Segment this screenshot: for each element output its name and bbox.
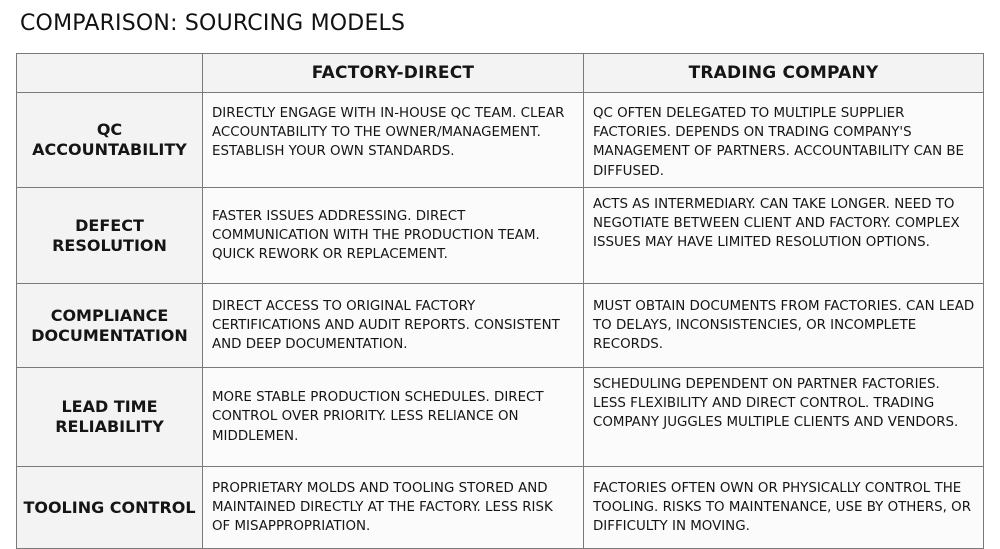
row-label-tooling-control: TOOLING CONTROL: [17, 467, 203, 549]
table-row: [17, 284, 984, 368]
row-label-defect-resolution: DEFECT RESOLUTION: [17, 188, 203, 284]
header-corner-cell: [17, 54, 203, 93]
row-label-lead-time-reliability: LEAD TIME RELIABILITY: [17, 368, 203, 467]
cell-text: DIRECTLY ENGAGE WITH IN-HOUSE QC TEAM. CLEAR ACCOUNTABILITY TO THE OWNER/MANAGEMENT. ESTABLISH YOUR OWN STANDARDS.: [212, 106, 565, 160]
cell-trading-company: [584, 188, 984, 284]
table-row: [17, 188, 984, 284]
row-label-qc-accountability: QC ACCOUNTABILITY: [17, 93, 203, 188]
page-title: COMPARISON: SOURCING MODELS: [20, 11, 406, 36]
cell-text: FACTORIES OFTEN OWN OR PHYSICALLY CONTROL THE TOOLING. RISKS TO MAINTENANCE, USE BY OTHERS, OR DIFFICULTY IN MOVING.: [593, 480, 971, 535]
cell-text: MORE STABLE PRODUCTION SCHEDULES. DIRECT CONTROL OVER PRIORITY. LESS RELIANCE ON MIDDLEMEN.: [212, 390, 544, 444]
comparison-table: [16, 53, 984, 549]
table-row: [17, 368, 984, 467]
cell-factory-direct: [203, 93, 584, 188]
cell-text: QC OFTEN DELEGATED TO MULTIPLE SUPPLIER FACTORIES. DEPENDS ON TRADING COMPANY'S MANAGEMENT OF PARTNERS. ACCOUNTABILITY CAN BE DIFFUSED.: [593, 106, 965, 179]
cell-text: PROPRIETARY MOLDS AND TOOLING STORED AND MAINTAINED DIRECTLY AT THE FACTORY. LESS RISK OF MISAPPROPRIATION.: [212, 480, 553, 535]
cell-text: FASTER ISSUES ADDRESSING. DIRECT COMMUNICATION WITH THE PRODUCTION TEAM. QUICK REWORK OR REPLACEMENT.: [212, 208, 540, 263]
header-trading-company: TRADING COMPANY: [584, 54, 984, 93]
cell-trading-company: [584, 93, 984, 188]
cell-factory-direct: [203, 467, 584, 549]
cell-text: SCHEDULING DEPENDENT ON PARTNER FACTORIES. LESS FLEXIBILITY AND DIRECT CONTROL. TRADING COMPANY JUGGLES MULTIPLE CLIENTS AND VENDORS.: [593, 377, 959, 431]
row-label-compliance-documentation: COMPLIANCE DOCUMENTATION: [17, 284, 203, 368]
cell-trading-company: [584, 368, 984, 467]
cell-factory-direct: [203, 284, 584, 368]
cell-text: ACTS AS INTERMEDIARY. CAN TAKE LONGER. NEED TO NEGOTIATE BETWEEN CLIENT AND FACTORY. COMPLEX ISSUES MAY HAVE LIMITED RESOLUTION OPTIONS.: [593, 197, 960, 251]
table-row: [17, 93, 984, 188]
cell-trading-company: [584, 467, 984, 549]
cell-factory-direct: [203, 188, 584, 284]
cell-factory-direct: [203, 368, 584, 467]
table-row: [17, 467, 984, 549]
header-factory-direct: FACTORY-DIRECT: [203, 54, 584, 93]
cell-text: MUST OBTAIN DOCUMENTS FROM FACTORIES. CAN LEAD TO DELAYS, INCONSISTENCIES, OR INCOMPLETE RECORDS.: [593, 298, 975, 353]
cell-trading-company: [584, 284, 984, 368]
table-header-row: [17, 54, 984, 93]
cell-text: DIRECT ACCESS TO ORIGINAL FACTORY CERTIFICATIONS AND AUDIT REPORTS. CONSISTENT AND DEEP DOCUMENTATION.: [212, 298, 560, 353]
